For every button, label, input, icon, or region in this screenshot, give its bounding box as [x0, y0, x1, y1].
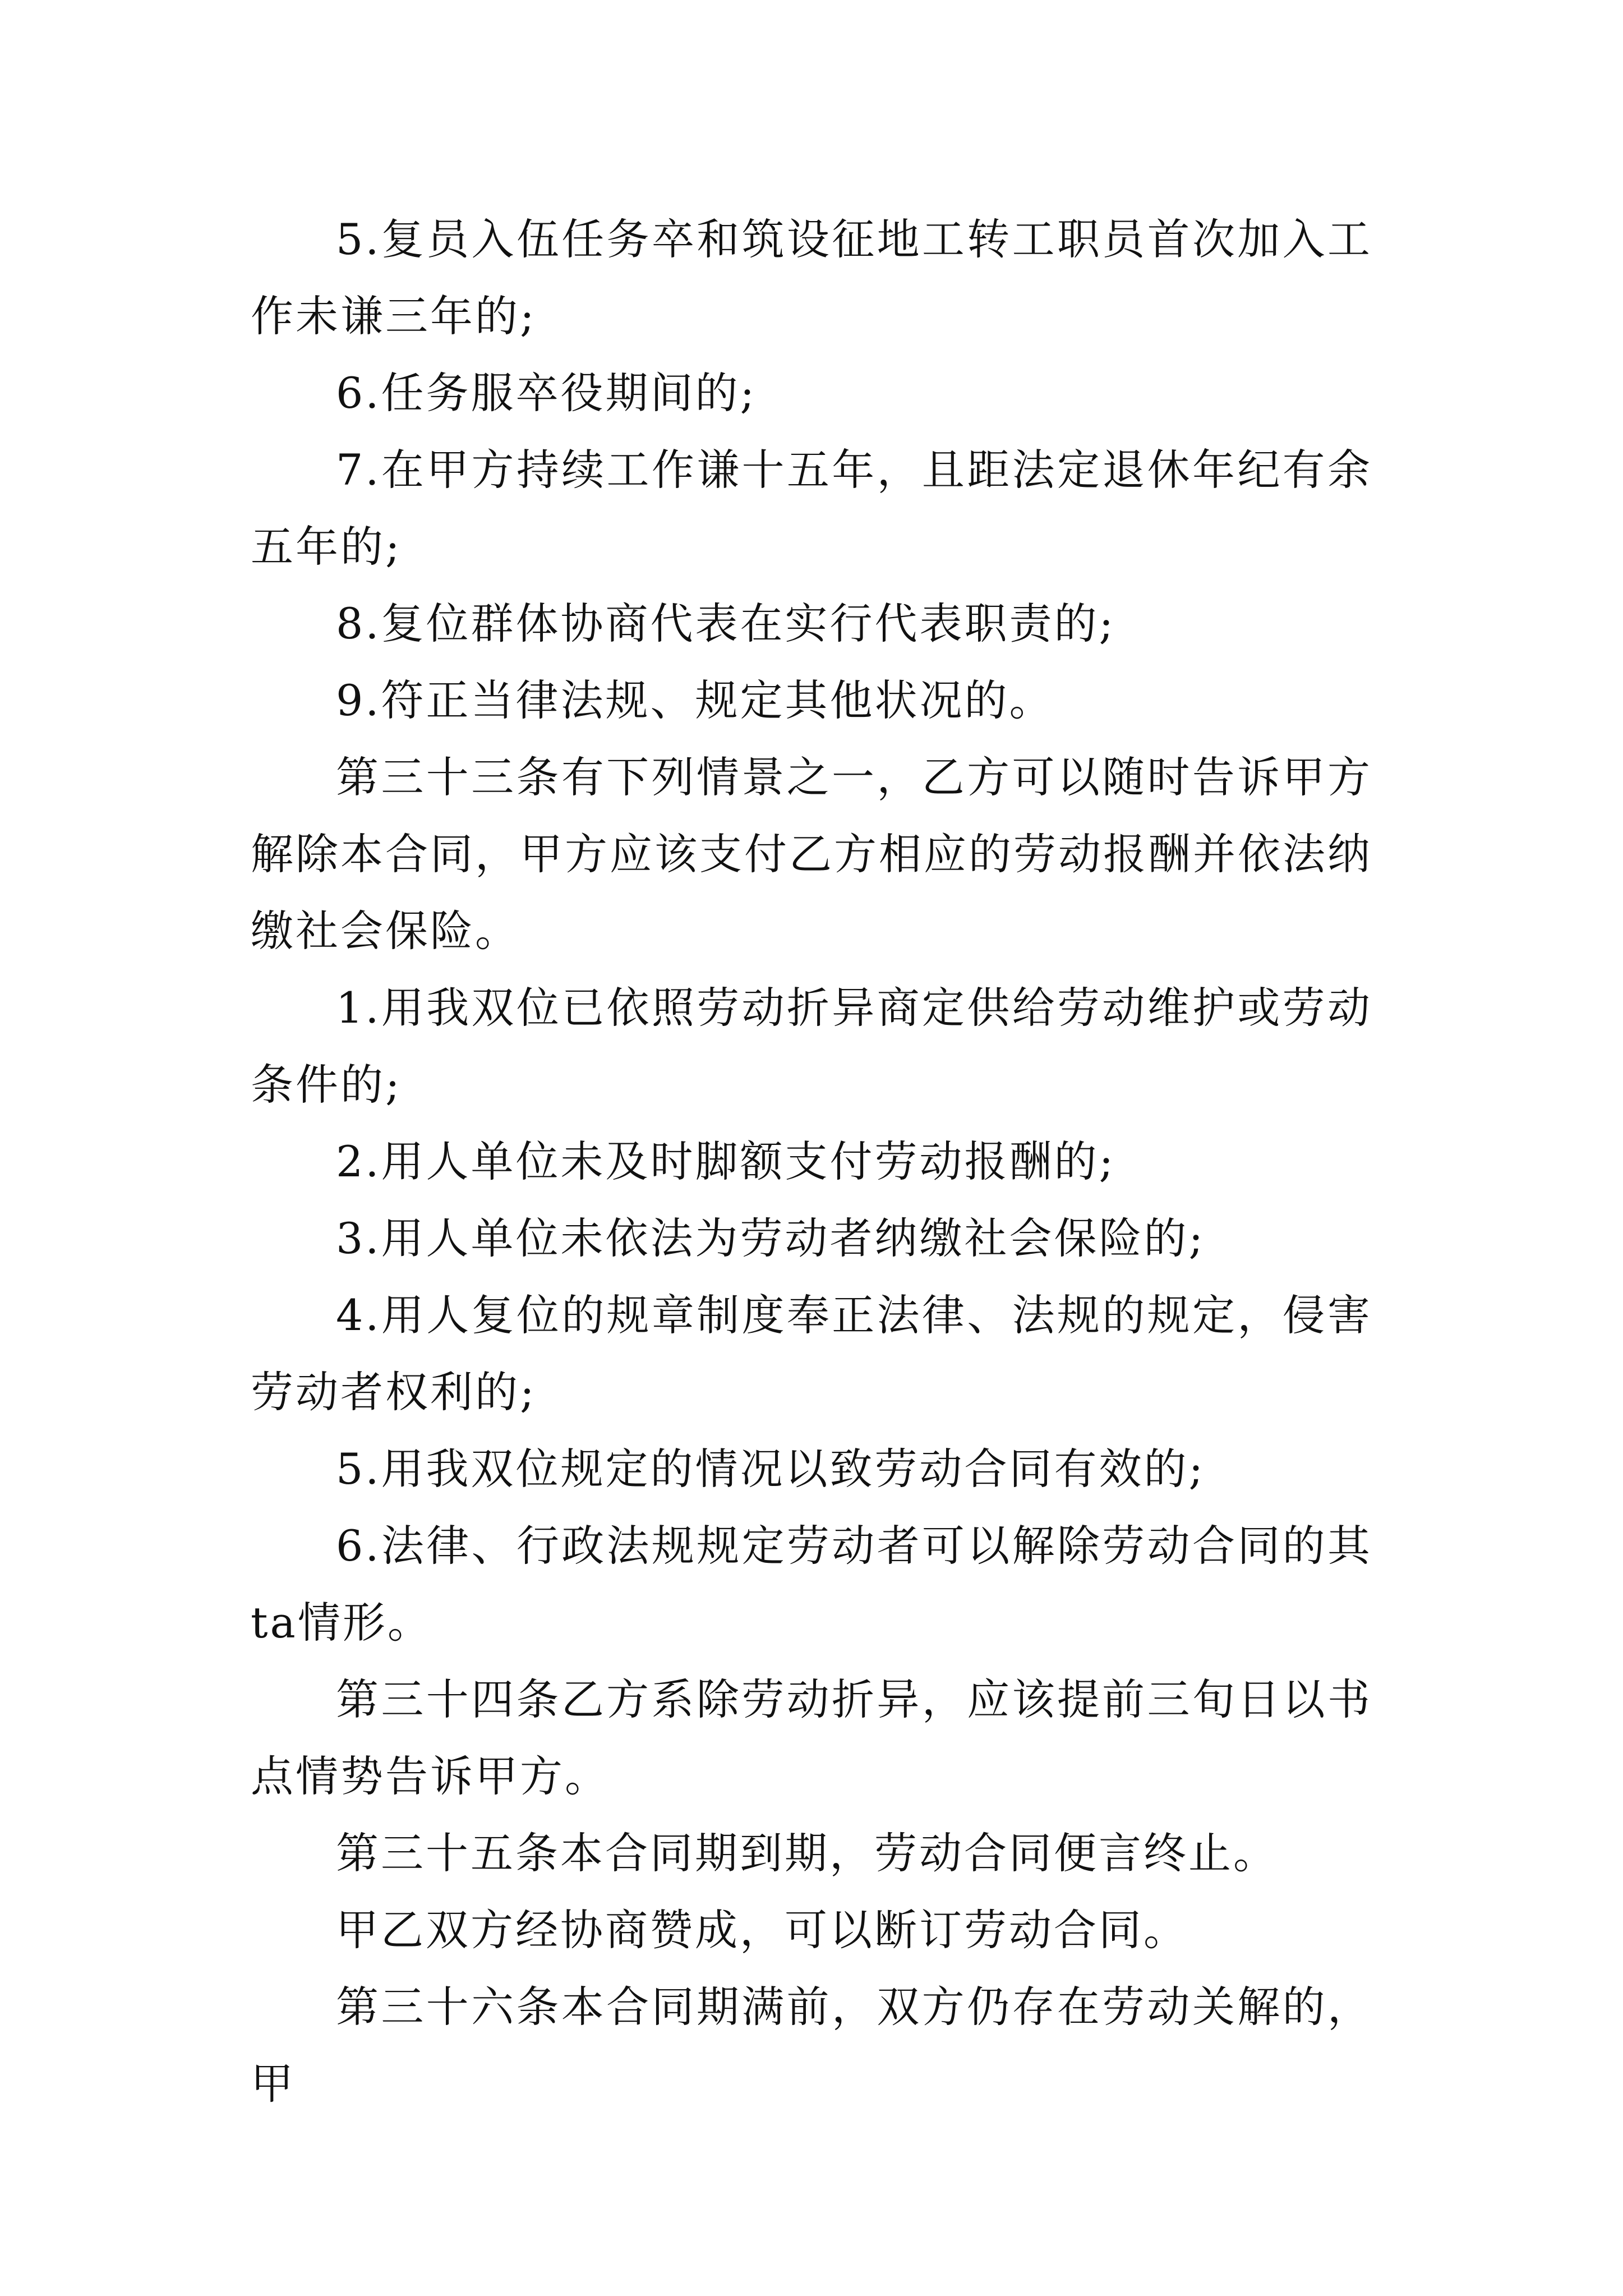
- paragraph-15: 甲乙双方经协商赞成，可以断订劳动合同。: [336, 1905, 1188, 1955]
- paragraph-10: 4.用人复位的规章制度奉正法律、法规的规定，侵害劳动者权利的;: [251, 1290, 1372, 1417]
- paragraph-12: 6.法律、行政法规规定劳动者可以解除劳动合同的其ta情形。: [251, 1521, 1372, 1648]
- paragraph-3: 7.在甲方持续工作谦十五年，且距法定退休年纪有余五年的;: [251, 445, 1372, 572]
- paragraph-2: 6.任务服卒役期间的;: [336, 368, 757, 418]
- paragraph-1: 5.复员入伍任务卒和筑设征地工转工职员首次加入工作未谦三年的;: [251, 214, 1372, 341]
- paragraph-13: 第三十四条乙方系除劳动折异，应该提前三旬日以书点情势告诉甲方。: [251, 1674, 1372, 1801]
- paragraph-11: 5.用我双位规定的情况以致劳动合同有效的;: [336, 1444, 1206, 1494]
- paragraph-8: 2.用人单位未及时脚额支付劳动报酬的;: [336, 1137, 1116, 1186]
- paragraph-16: 第三十六条本合同期满前，双方仍存在劳动关解的，甲: [251, 1982, 1372, 2109]
- paragraph-7: 1.用我双位已依照劳动折异商定供给劳动维护或劳动条件的;: [251, 983, 1372, 1110]
- document-body: [251, 201, 1372, 2122]
- paragraph-6: 第三十三条有下列情景之一，乙方可以随时告诉甲方解除本合同，甲方应该支付乙方相应的劳动报酬并依法纳缴社会保险。: [251, 752, 1372, 956]
- paragraph-14: 第三十五条本合同期到期，劳动合同便言终止。: [336, 1828, 1278, 1878]
- paragraph-4: 8.复位群体协商代表在实行代表职责的;: [336, 599, 1116, 648]
- paragraph-9: 3.用人单位未依法为劳动者纳缴社会保险的;: [336, 1213, 1206, 1263]
- paragraph-5: 9.符正当律法规、规定其他状况的。: [336, 675, 1054, 725]
